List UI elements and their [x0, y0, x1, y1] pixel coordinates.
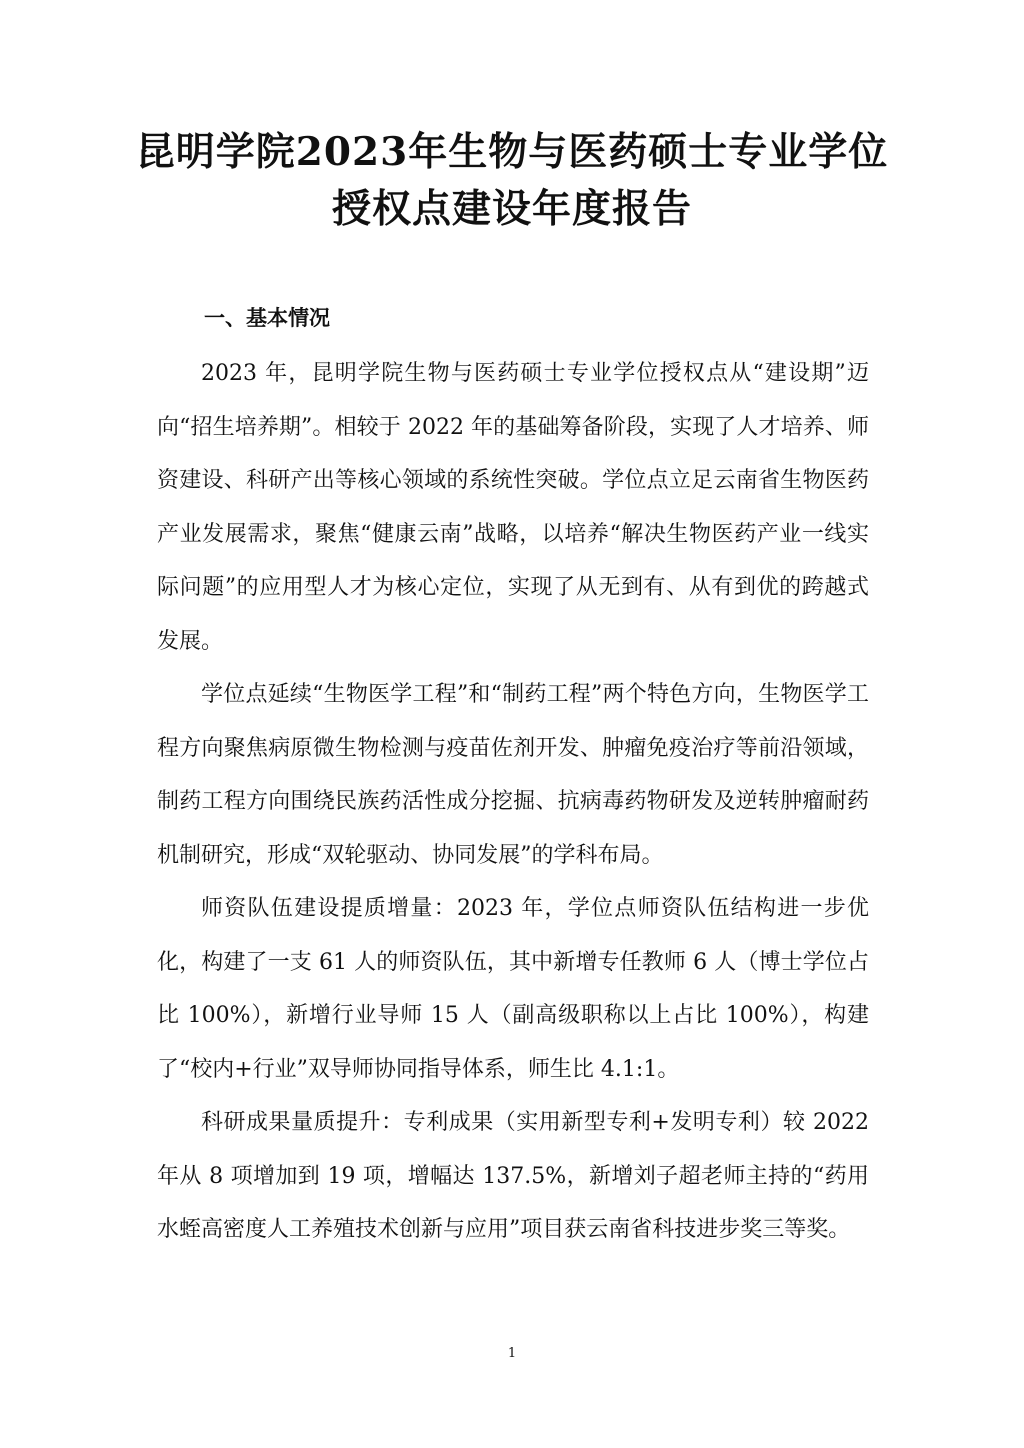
paragraph-faculty: 师资队伍建设提质增量：2023 年，学位点师资队伍结构进一步优化，构建了一支 61 人的师资队伍，其中新增专任教师 6 人（博士学位占比 100%），新增行业导师 15 人（副高级职称以上占比 100%），构建了“校内+行业”双导师协同指导体系，师生比 4.1:1。: [157, 896, 869, 1082]
paragraph-research-directions: 学位点延续“生物医学工程”和“制药工程”两个特色方向，生物医学工程方向聚焦病原微生物检测与疫苗佐剂开发、肿瘤免疫治疗等前沿领域，制药工程方向围绕民族药活性成分挖掘、抗病毒药物研发及逆转肿瘤耐药机制研究，形成“双轮驱动、协同发展”的学科布局。: [157, 682, 869, 868]
paragraph-research-output: 科研成果量质提升：专利成果（实用新型专利+发明专利）较 2022 年从 8 项增加到 19 项，增幅达 137.5%，新增刘子超老师主持的“药用水蛭高密度人工养殖技术创新与应用”项目获云南省科技进步奖三等奖。: [157, 1110, 869, 1242]
report-title-line-2: 授权点建设年度报告: [331, 186, 692, 232]
section-heading-basic-info: 一、基本情况: [204, 306, 330, 330]
report-title-line-1: 昆明学院2023年生物与医药硕士专业学位: [135, 129, 889, 175]
paragraph-overview: 2023 年，昆明学院生物与医药硕士专业学位授权点从“建设期”迈向“招生培养期”。相较于 2022 年的基础筹备阶段，实现了人才培养、师资建设、科研产出等核心领域的系统性突破。学位点立足云南省生物医药产业发展需求，聚焦“健康云南”战略，以培养“解决生物医药产业一线实际问题”的应用型人才为核心定位，实现了从无到有、从有到优的跨越式发展。: [157, 361, 869, 654]
page-number: 1: [507, 1346, 517, 1361]
